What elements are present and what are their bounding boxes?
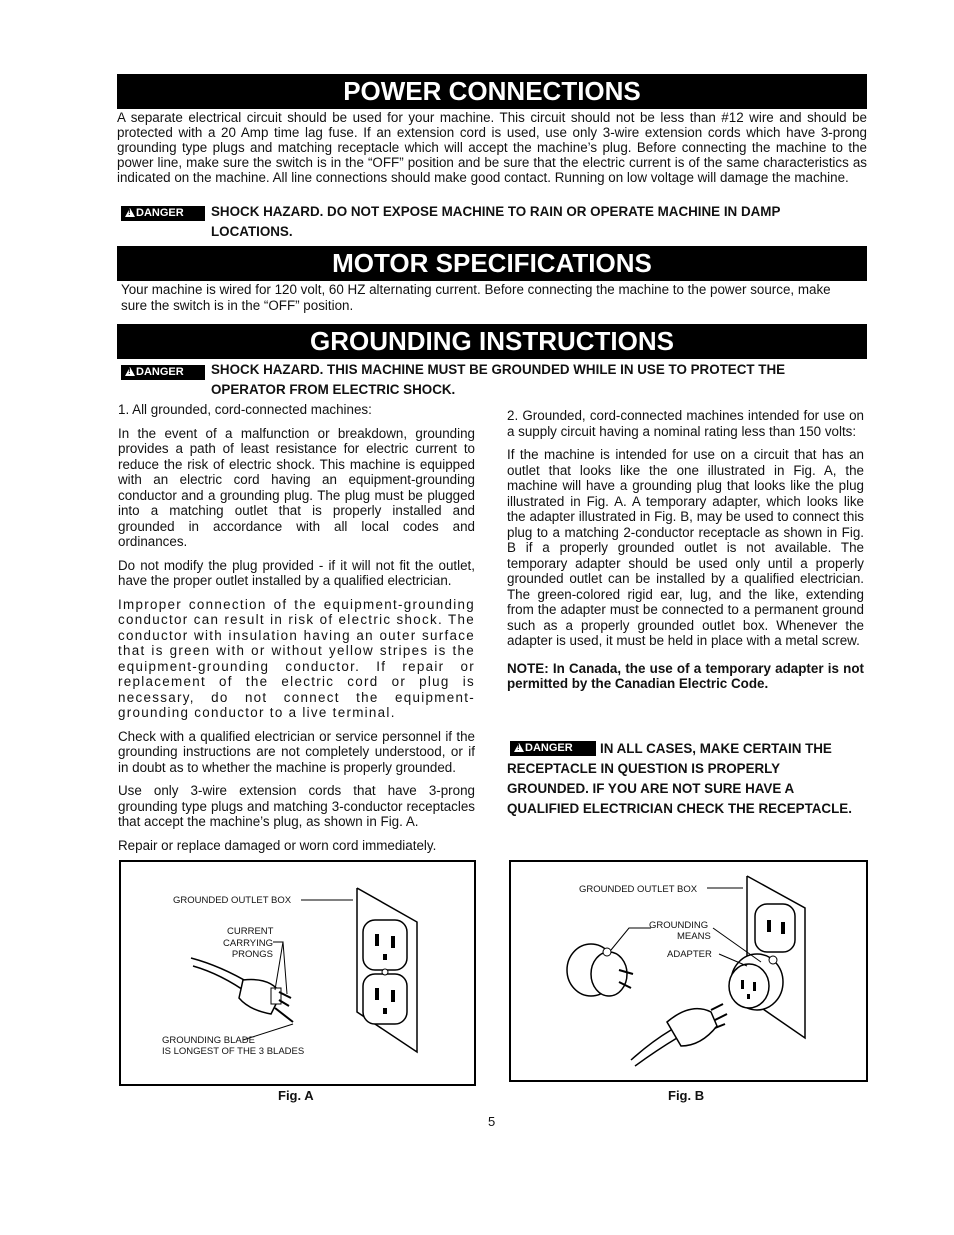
figure-a bbox=[119, 860, 476, 1086]
list-item: 1. All grounded, cord-connected machines: bbox=[118, 402, 372, 417]
label-current-carrying-prongs: PRONGS bbox=[231, 949, 273, 960]
note: NOTE: In Canada, the use of a temporary adapter is not permitted by the Canadian Electric Code. bbox=[507, 660, 864, 691]
label-current-carrying-prongs: CARRYING bbox=[223, 938, 273, 949]
grounding-instructions-heading: GROUNDING INSTRUCTIONS bbox=[117, 324, 867, 359]
danger-text: SHOCK HAZARD. THIS MACHINE MUST BE GROUNDED WHILE IN USE TO PROTECT THE bbox=[211, 362, 786, 377]
label-grounding-blade: IS LONGEST OF THE 3 BLADES bbox=[162, 1046, 305, 1057]
right-column bbox=[507, 408, 864, 700]
power-connections-heading: POWER CONNECTIONS bbox=[117, 74, 867, 109]
figure-b bbox=[509, 860, 868, 1082]
danger-text: IN ALL CASES, MAKE CERTAIN THE bbox=[600, 741, 832, 756]
danger-badge: !DANGER bbox=[121, 206, 205, 221]
danger-text: OPERATOR FROM ELECTRIC SHOCK. bbox=[211, 382, 456, 397]
paragraph: Repair or replace damaged or worn cord immediately. bbox=[118, 837, 437, 853]
paragraph: If the machine is intended for use on a circuit that has an outlet that looks like the one illustrated in Fig. A, the machine will have a grounding plug that looks like the plug illustrated in Fig. A. A temporary adapter, which looks like the adapter illustrated in Fig. B, may be used to connect this plug to a matching 2-conductor receptacle as shown in Fig. B if a properly grounded outlet is not available. The temporary adapter should be used only until a properly grounded outlet can be installed by a qualified electrician. The green-colored rigid ear, lug, and the like, extending from the adapter must be connected to a permanent ground such as a properly grounded outlet box. Whenever the adapter is used, it must be held in place with a metal screw. bbox=[507, 447, 864, 648]
motor-specifications-heading: MOTOR SPECIFICATIONS bbox=[117, 246, 867, 281]
label-current-carrying-prongs: CURRENT bbox=[227, 926, 274, 937]
page-number: 5 bbox=[488, 1114, 496, 1129]
power-connections-body: A separate electrical circuit should be used for your machine. This circuit should not be less than #12 wire and should be protected with a 20 Amp time lag fuse. If an extension cord is used, use only 3-wire extension cords which have 3-prong grounding type plugs and matching receptacle which will accept the machine’s plug. Before connecting the machine to the power line, make sure the switch is in the “OFF” position and be sure that the electric current is of the same characteristics as indicated on the machine. All line connections should make good contact. Running on low voltage will damage the machine. bbox=[117, 110, 867, 185]
warning-icon bbox=[125, 367, 135, 376]
danger-text: LOCATIONS. bbox=[211, 224, 293, 239]
danger-badge: !DANGER bbox=[121, 365, 205, 380]
warning-icon bbox=[125, 208, 135, 217]
paragraph: Do not modify the plug provided - if it will not fit the outlet, have the proper outlet installed by a qualified electrician. bbox=[118, 557, 475, 588]
label-grounding-means: MEANS bbox=[677, 931, 711, 942]
figure-a-caption: Fig. A bbox=[278, 1088, 314, 1103]
motor-specifications-body: Your machine is wired for 120 volt, 60 HZ alternating current. Before connecting the machine to the power source, make sure the switch is in the “OFF” position. bbox=[121, 282, 831, 313]
danger-text: QUALIFIED ELECTRICIAN CHECK THE RECEPTACLE. bbox=[507, 801, 852, 816]
label-grounding-means: GROUNDING bbox=[649, 920, 709, 931]
danger-text: RECEPTACLE IN QUESTION IS PROPERLY bbox=[507, 761, 781, 776]
paragraph: 2. Grounded, cord-connected machines intended for use on a supply circuit having a nominal rating less than 150 volts: bbox=[507, 408, 864, 439]
figure-b-caption: Fig. B bbox=[668, 1088, 705, 1103]
paragraph: Use only 3-wire extension cords that have 3-prong grounding type plugs and matching 3-conductor receptacles that accept the machine’s plug, as shown in Fig. A. bbox=[118, 783, 475, 829]
label-grounded-outlet-box: GROUNDED OUTLET BOX bbox=[579, 884, 698, 895]
paragraph: In the event of a malfunction or breakdown, grounding provides a path of least resistance for electric current to reduce the risk of electric shock. This machine is equipped with an electric cord having an equipment-grounding conductor and a grounding plug. The plug must be plugged into a matching outlet that is properly installed and grounded in accordance with all local codes and ordinances. bbox=[118, 425, 475, 549]
danger-badge: !DANGER bbox=[510, 741, 596, 756]
paragraph: Improper connection of the equipment-grounding conductor can result in risk of electric shock. The conductor with insulation having an outer surface that is green with or without yellow stripes is the equipment-grounding conductor. If repair or replacement of the electric cord or plug is necessary, do not connect the equipment-grounding conductor to a live terminal. bbox=[118, 596, 475, 720]
danger-text: GROUNDED. IF YOU ARE NOT SURE HAVE A bbox=[507, 781, 795, 796]
label-adapter: ADAPTER bbox=[667, 949, 712, 960]
warning-icon bbox=[514, 743, 524, 752]
left-column bbox=[118, 402, 475, 861]
paragraph: Check with a qualified electrician or service personnel if the grounding instructions are not completely understood, or if in doubt as to whether the machine is properly grounded. bbox=[118, 728, 475, 775]
danger-text: SHOCK HAZARD. DO NOT EXPOSE MACHINE TO RAIN OR OPERATE MACHINE IN DAMP bbox=[211, 204, 781, 219]
label-grounded-outlet-box: GROUNDED OUTLET BOX bbox=[173, 895, 292, 906]
label-grounding-blade: GROUNDING BLADE bbox=[162, 1035, 255, 1046]
